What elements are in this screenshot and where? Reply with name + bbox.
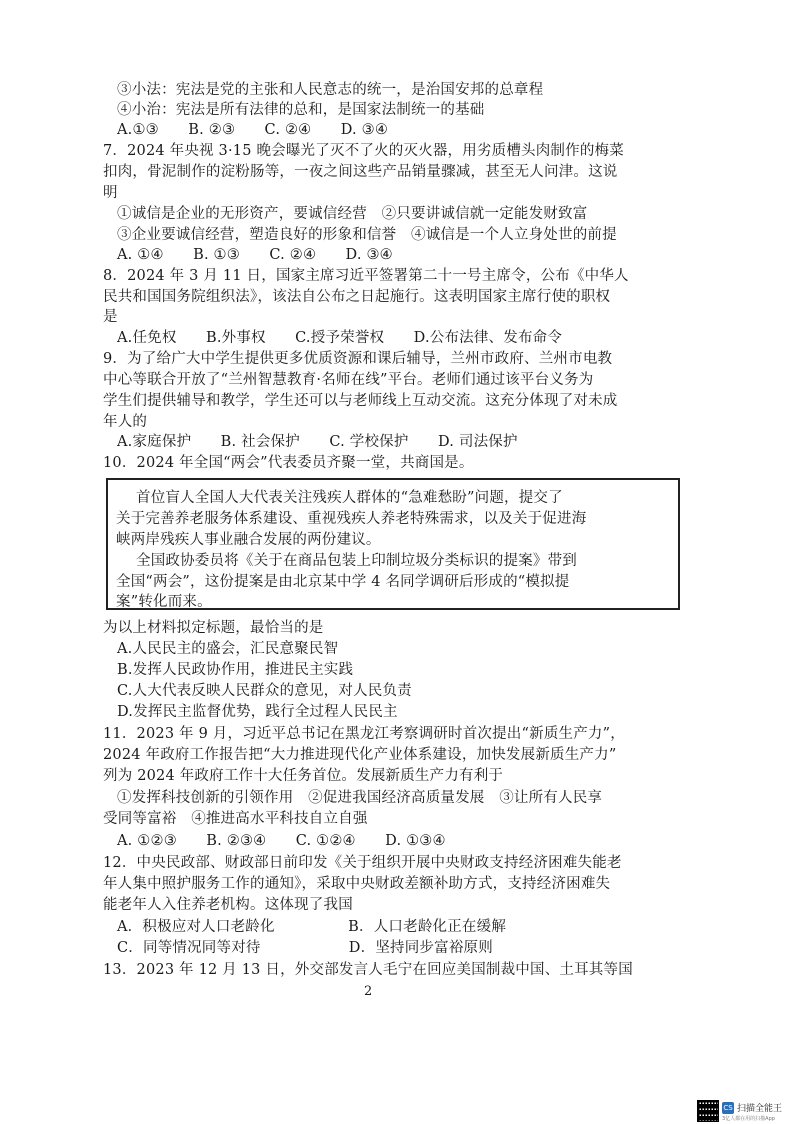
text-line: 年人集中照护服务工作的通知》，采取中央财政差额补助方式，支持经济困难失 [103,876,611,892]
box-line: 案”转化而来。 [116,594,212,610]
box-line: 峡两岸残疾人事业融合发展的两份建议。 [116,532,381,548]
answer-options: A.①③ B. ②③ C. ②④ D. ③④ [117,122,389,138]
camscanner-logo-icon: CS [723,1104,733,1112]
text-line: 中心等联合开放了“兰州智慧教育·名师在线”平台。老师们通过该平台义务为 [103,372,594,388]
box-line: 全国政协委员将《关于在商品包装上印制垃圾分类标识的提案》带到 [136,553,577,569]
text-line: 明 [103,185,118,201]
question-11: 11．2023 年 9 月，习近平总书记在黑龙江考察调研时首次提出“新质生产力”， [103,726,625,742]
text-line: 民共和国国务院组织法》，该法自公布之日起施行。这表明国家主席行使的职权 [103,289,611,305]
option-c: C.人大代表反映人民群众的意见，对人民负责 [117,683,412,699]
question-7: 7．2024 年央视 3·15 晚会曝光了灭不了火的灭火器，用劣质槽头肉制作的梅菜 [103,143,624,159]
option-d: D.发挥民主监督优势，践行全过程人民民主 [117,704,398,720]
text-line: ③小法：宪法是党的主张和人民意志的统一，是治国安邦的总章程 [117,82,544,98]
text-line: 扣肉，骨泥制作的淀粉肠等，一夜之间这些产品销量骤减，甚至无人问津。这说 [103,164,618,180]
text-line: ④小治：宪法是所有法律的总和，是国家法制统一的基础 [117,102,485,118]
text-line: 是 [103,309,118,325]
option-a: A.人民民主的盛会，汇民意聚民智 [117,641,339,657]
question-10: 10．2024 年全国“两会”代表委员齐聚一堂，共商国是。 [103,455,474,471]
box-line: 首位盲人全国人大代表关注残疾人群体的“急难愁盼”问题，提交了 [136,490,563,506]
answer-options: A. ①②③ B. ②③④ C. ①②④ D. ①③④ [117,833,446,849]
answer-options: A. ①④ B. ①③ C. ②④ D. ③④ [117,247,393,263]
scanner-tagline: 3亿人都在用的扫描App [722,1116,775,1122]
text-line: ③企业要诚信经营，塑造良好的形象和信誉 ④诚信是一个人立身处世的前提 [117,227,617,243]
answer-options: A．积极应对人口老龄化 B．人口老龄化正在缓解 [117,919,507,935]
material-box [106,478,680,610]
text-line: 学生们提供辅导和教学，学生还可以与老师线上互动交流。这充分体现了对未成 [103,393,618,409]
page-number: 2 [364,984,373,999]
text-line: 能老年人入住养老机构。这体现了我国 [103,897,353,913]
box-line: 全国“两会”，这份提案是由北京某中学 4 名同学调研后形成的“模拟提 [116,574,570,590]
answer-options: A.家庭保护 B. 社会保护 C. 学校保护 D. 司法保护 [117,434,518,450]
text-line: 年人的 [103,414,148,430]
question-8: 8．2024 年 3 月 11 日，国家主席习近平签署第二十一号主席令，公布《中华人 [103,268,629,284]
text-line: ①发挥科技创新的引领作用 ②促进我国经济高质量发展 ③让所有人民享 [117,790,603,806]
question-12: 12．中央民政部、财政部日前印发《关于组织开展中央财政支持经济困难失能老 [103,855,622,871]
question-prompt: 为以上材料拟定标题，最恰当的是 [103,620,324,636]
question-9: 9．为了给广大中学生提供更多优质资源和课后辅导，兰州市政府、兰州市电教 [103,351,613,367]
text-line: 受同等富裕 ④推进高水平科技自立自强 [103,811,368,827]
text-line: ①诚信是企业的无形资产，要诚信经营 ②只要讲诚信就一定能发财致富 [117,206,588,222]
option-b: B.发挥人民政协作用，推进民主实践 [117,662,354,678]
box-line: 关于完善养老服务体系建设、重视残疾人养老特殊需求，以及关于促进海 [116,511,587,527]
qr-code-icon [697,1100,719,1122]
scanner-app-name: 扫描全能王 [737,1104,783,1114]
answer-options: A.任免权 B.外事权 C.授予荣誉权 D.公布法律、发布命令 [117,330,563,346]
answer-options: C．同等情况同等对待 D．坚持同步富裕原则 [117,940,493,956]
text-line: 2024 年政府工作报告把“大力推进现代化产业体系建设，加快发展新质生产力” [103,747,617,763]
text-line: 列为 2024 年政府工作十大任务首位。发展新质生产力有利于 [103,768,504,784]
question-13: 13．2023 年 12 月 13 日，外交部发言人毛宁在回应美国制裁中国、土耳其等国 [103,962,633,978]
